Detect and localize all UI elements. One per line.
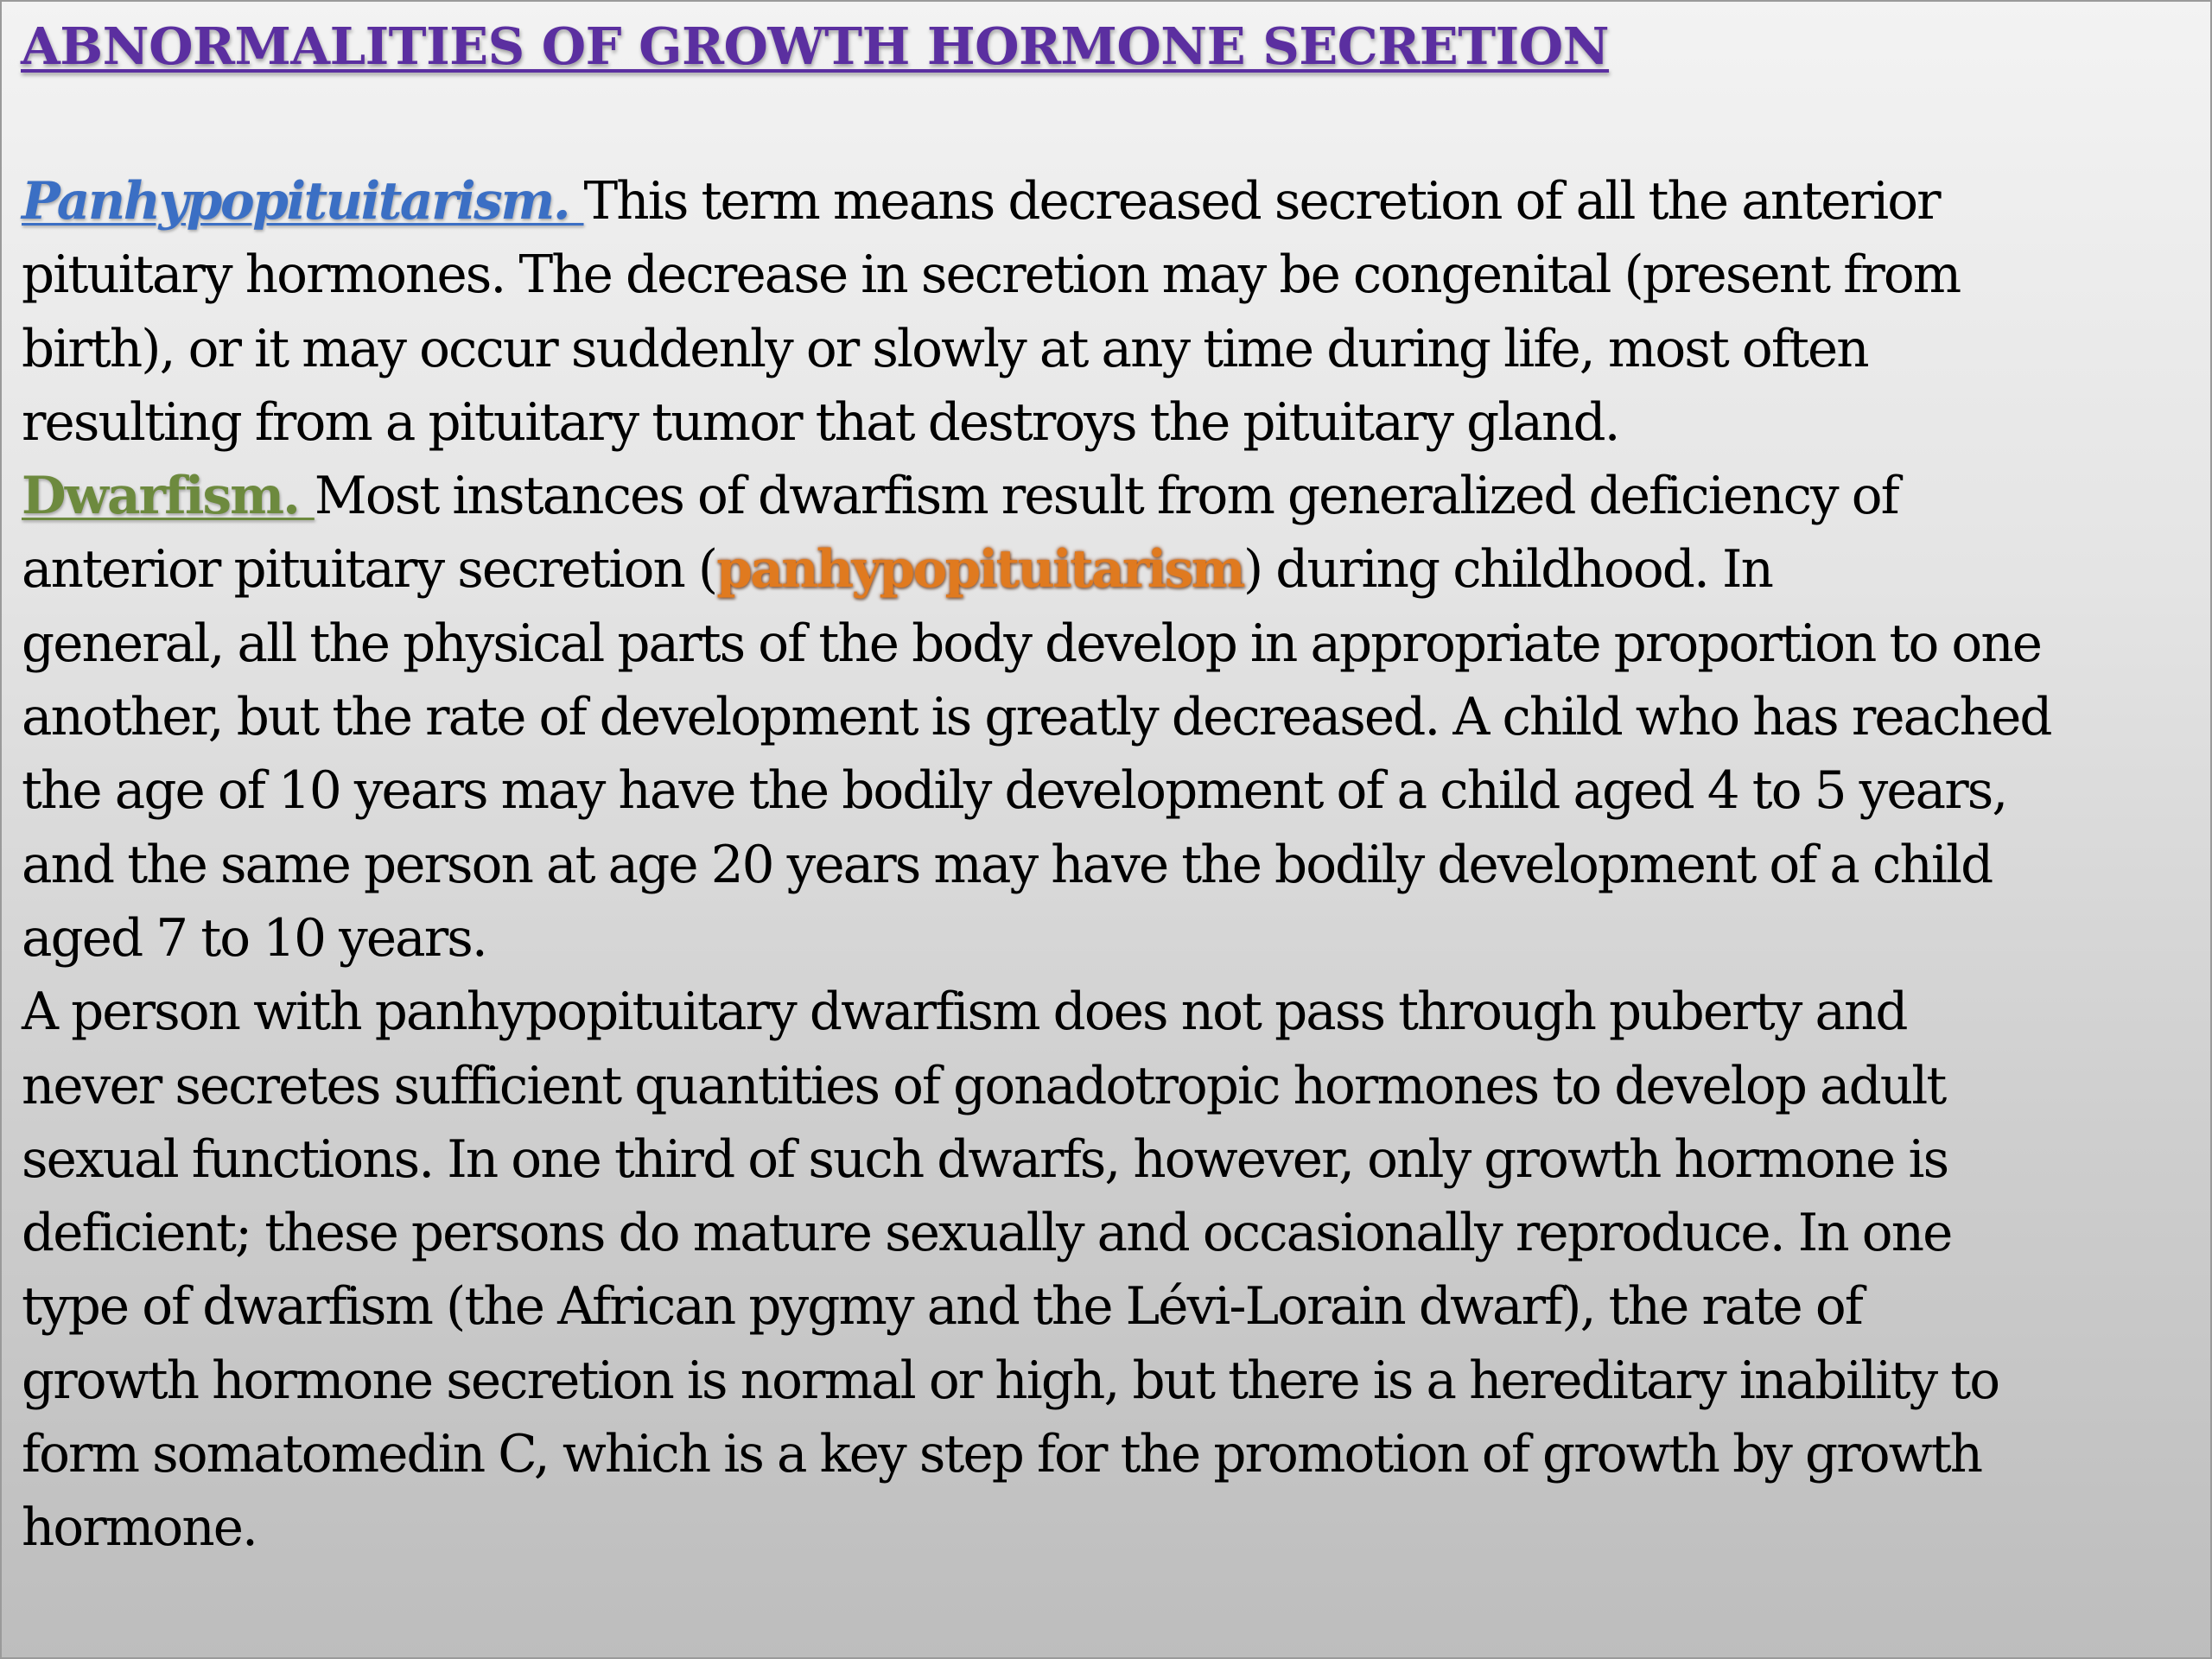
paragraph-text: This term means decreased secretion of all the anterior bbox=[583, 172, 1940, 232]
slide-title: ABNORMALITIES OF GROWTH HORMONE SECRETION bbox=[21, 16, 1610, 76]
paragraph-line: growth hormone secretion is normal or high, but there is a hereditary inability to bbox=[22, 1351, 1999, 1411]
paragraph-line: sexual functions. In one third of such dwarfs, however, only growth hormone is bbox=[22, 1129, 1948, 1190]
term-dwarfism: Dwarfism. bbox=[22, 466, 315, 527]
paragraph-line: type of dwarfism (the African pygmy and the Lévi-Lorain dwarf), the rate of bbox=[22, 1277, 1862, 1338]
paragraph-line bbox=[22, 165, 2199, 238]
paragraph-text: ) during childhood. In bbox=[1243, 540, 1772, 601]
paragraph-line: form somatomedin C, which is a key step for the promotion of growth by growth bbox=[22, 1425, 1982, 1485]
paragraph-line: the age of 10 years may have the bodily development of a child aged 4 to 5 years, bbox=[22, 761, 2007, 822]
paragraph-text: anterior pituitary secretion ( bbox=[22, 540, 717, 601]
paragraph-line: general, all the physical parts of the body develop in appropriate proportion to one bbox=[22, 613, 2042, 674]
paragraph-line: resulting from a pituitary tumor that destroys the pituitary gland. bbox=[22, 392, 1619, 453]
paragraph-line bbox=[22, 460, 2199, 533]
paragraph-line: A person with panhypopituitary dwarfism does not pass through puberty and bbox=[22, 982, 1907, 1043]
paragraph-line: birth), or it may occur suddenly or slowly at any time during life, most often bbox=[22, 319, 1868, 379]
paragraph-text: Most instances of dwarfism result from generalized deficiency of bbox=[314, 467, 1898, 527]
term-panhypopituitarism: Panhypopituitarism. bbox=[22, 171, 584, 232]
paragraph-line: hormone. bbox=[22, 1498, 257, 1559]
paragraph-line bbox=[22, 533, 2199, 607]
paragraph-line: aged 7 to 10 years. bbox=[22, 908, 486, 969]
paragraph-line: another, but the rate of development is greatly decreased. A child who has reached bbox=[22, 688, 2051, 748]
paragraph-line: never secretes sufficient quantities of gonadotropic hormones to develop adult bbox=[22, 1056, 1946, 1116]
paragraph-line: and the same person at age 20 years may have the bodily development of a child bbox=[22, 835, 1993, 895]
paragraph-line: deficient; these persons do mature sexually and occasionally reproduce. In one bbox=[22, 1204, 1952, 1264]
highlight-panhypopituitarism: panhypopituitarism bbox=[716, 539, 1243, 601]
paragraph-line: pituitary hormones. The decrease in secretion may be congenital (present from bbox=[22, 245, 1961, 306]
slide-body bbox=[22, 165, 2199, 1566]
